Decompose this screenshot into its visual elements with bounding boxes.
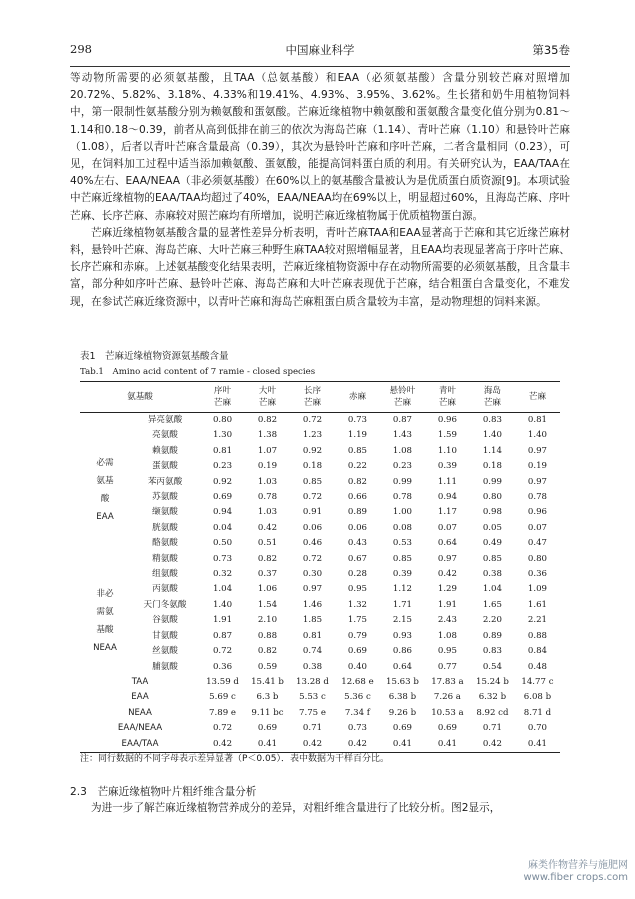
table-cell: 0.42: [302, 738, 323, 749]
table-cell: 2.15: [392, 615, 413, 626]
col-header-line: 芒麻: [438, 398, 457, 408]
table-cell: 1.03: [257, 507, 278, 518]
table-cell: 1.07: [257, 445, 278, 456]
table-row: [80, 505, 560, 520]
table-cell: 0.38: [302, 661, 323, 672]
table-cell: 0.18: [482, 461, 502, 472]
table-cell: 6.3 b: [256, 692, 279, 703]
table-cell: 15.41 b: [251, 676, 284, 687]
table-cell: 0.07: [437, 522, 457, 533]
table-cell: 1.11: [437, 476, 457, 487]
table-cell: 13.59 d: [206, 676, 239, 687]
table-cell: 0.72: [212, 646, 233, 657]
row-label: 亮氨酸: [152, 430, 178, 441]
col-header-line: 大叶: [258, 386, 277, 396]
table-cell: 7.89 e: [209, 707, 236, 718]
table-cell: 0.83: [482, 415, 502, 425]
col-header: [245, 382, 290, 413]
watermark-line-2: www.fiber crops.com: [523, 872, 628, 883]
table-cell: 10.53 a: [431, 707, 464, 718]
table-cell: 0.41: [527, 738, 548, 749]
table-row: [80, 675, 560, 690]
table-cell: 13.28 d: [296, 676, 329, 687]
col-header: [380, 382, 425, 413]
group-label-line: 氨基: [96, 476, 114, 487]
volume-label: 第35卷: [532, 43, 570, 57]
table-cell: 1.85: [302, 615, 323, 626]
table-cell: 0.39: [437, 461, 457, 472]
table-cell: 0.46: [302, 538, 323, 549]
table-row: [80, 613, 560, 628]
col-header: [515, 382, 560, 413]
row-label: 苯丙氨酸: [147, 476, 183, 487]
table-cell: 6.38 b: [388, 692, 417, 703]
table-cell: 0.78: [392, 492, 413, 503]
table-cell: 7.75 e: [299, 707, 326, 718]
table-cell: 0.96: [527, 507, 548, 518]
table-cell: 1.12: [392, 584, 413, 595]
table-row: [80, 536, 560, 551]
row-label: 赖氨酸: [152, 445, 178, 456]
table-cell: 7.34 f: [344, 707, 370, 718]
table-cell: 0.88: [257, 630, 278, 641]
table-cell: 9.11 bc: [251, 707, 284, 718]
table-cell: 1.14: [482, 445, 502, 456]
group-label-line: EAA: [96, 512, 114, 523]
table-cell: 0.74: [302, 646, 323, 657]
group-label-neaa: [80, 567, 130, 675]
watermark-line-1: 麻类作物营养与施肥网: [528, 860, 628, 871]
row-label: 酪氨酸: [152, 538, 178, 549]
table-cell: 0.04: [212, 522, 233, 533]
table-cell: 6.32 b: [478, 692, 507, 703]
table-row: [80, 490, 560, 505]
table-cell: 0.51: [257, 538, 278, 549]
table-cell: 0.53: [392, 538, 413, 549]
table-cell: 1.19: [347, 430, 368, 441]
table-cell: 0.73: [347, 415, 368, 425]
table-cell: 0.94: [437, 492, 457, 503]
corner-header: 氨基酸: [127, 392, 153, 402]
table-cell: 0.07: [527, 522, 548, 533]
table-cell: 0.88: [527, 630, 548, 641]
table-cell: 8.71 d: [523, 707, 552, 718]
table-header-row: [80, 382, 560, 413]
col-header-line: 芒麻: [483, 398, 502, 408]
table-cell: 15.63 b: [386, 676, 419, 687]
table-cell: 1.91: [437, 599, 457, 610]
table-cell: 14.77 c: [521, 676, 554, 687]
table-cell: 1.46: [302, 599, 323, 610]
col-header: [335, 382, 380, 413]
table-cell: 0.85: [302, 476, 323, 487]
table-note: 注：同行数据的不同字母表示差异显著（P＜0.05）．表中数据为干样百分比。: [80, 754, 389, 764]
table-row: [80, 598, 560, 613]
col-header-line: 序叶: [213, 386, 232, 396]
table-cell: 0.82: [257, 553, 278, 564]
col-header: [290, 382, 335, 413]
table-cell: 0.64: [437, 538, 457, 549]
table-cell: 0.69: [212, 492, 233, 503]
table-cell: 0.73: [212, 553, 233, 564]
header-rule: [70, 66, 570, 67]
table-cell: 0.48: [527, 661, 548, 672]
paragraph-2: 芒麻近缘植物氨基酸含量的显著性差异分析表明，青叶芒麻TAA和EAA显著高于芒麻和其它近缘芒麻材料，悬铃叶芒麻、海岛芒麻、大叶芒麻三种野生麻TAA较对照增幅显著，且EAA均表现显著高于序叶芒麻、长序芒麻和赤麻。上述氨基酸变化结果表明，芒麻近缘植物资源中存在动物所需要的必须氨基酸，且含量丰富，部分种如序叶芒麻、悬铃叶芒麻、海岛芒麻和大叶芒麻表现优于芒麻，结合粗蛋白含量变化，不难发现，在参试芒麻近缘资源中，以青叶芒麻和海岛芒麻粗蛋白质含量较为丰富，是动物理想的饲料来源。: [70, 226, 570, 308]
row-label: 谷氨酸: [152, 615, 178, 626]
table-cell: 0.42: [347, 738, 368, 749]
table-row: [80, 660, 560, 675]
table-cell: 0.77: [437, 661, 457, 672]
table-cell: 5.36 c: [344, 692, 371, 703]
table-cell: 1.30: [212, 430, 233, 441]
row-label: 天门冬氨酸: [143, 599, 187, 610]
group-label-eaa: [80, 413, 130, 568]
col-header-line: 芒麻: [213, 398, 232, 408]
table-cell: 1.65: [482, 599, 502, 610]
table-cell: 0.43: [347, 538, 368, 549]
table-cell: 0.94: [212, 507, 233, 518]
journal-title: 中国麻业科学: [285, 43, 355, 57]
col-header-line: 芒麻: [528, 392, 547, 402]
table-cell: 0.71: [482, 723, 502, 734]
table-cell: 6.08 b: [523, 692, 552, 703]
table-cell: 0.41: [437, 738, 457, 749]
table-row: [80, 567, 560, 582]
table-cell: 0.87: [392, 415, 413, 425]
table-cell: 0.23: [392, 461, 413, 472]
col-header-line: 青叶: [438, 386, 457, 396]
table-cell: 1.43: [392, 430, 413, 441]
table-cell: 0.72: [302, 553, 323, 564]
table-cell: 9.26 b: [388, 707, 417, 718]
table-cell: 0.87: [212, 630, 233, 641]
table-cell: 1.17: [437, 507, 457, 518]
table-cell: 1.04: [212, 584, 233, 595]
group-label-line: 基酸: [96, 624, 114, 635]
table-cell: 0.69: [347, 646, 368, 657]
table-cell: 2.21: [527, 615, 548, 626]
col-header-line: 芒麻: [258, 398, 277, 408]
table-cell: 1.38: [257, 430, 278, 441]
table-cell: 0.41: [257, 738, 278, 749]
table-row: [80, 644, 560, 659]
table-cell: 0.97: [437, 553, 457, 564]
table-cell: 1.40: [212, 599, 233, 610]
table-cell: 7.26 a: [433, 692, 461, 703]
table-cell: 0.28: [347, 569, 368, 580]
table-row: [80, 444, 560, 459]
table-cell: 0.41: [392, 738, 413, 749]
amino-acid-table: [80, 381, 560, 753]
page-header: [70, 42, 570, 62]
table-cell: 0.39: [392, 569, 413, 580]
table-cell: 5.53 c: [299, 692, 326, 703]
table-body: [80, 413, 560, 753]
table-cell: 1.59: [437, 430, 457, 441]
table-cell: 0.47: [527, 538, 548, 549]
watermark: [500, 860, 628, 884]
table-cell: 0.08: [392, 522, 413, 533]
table-cell: 1.29: [437, 584, 457, 595]
table-cell: 0.36: [212, 661, 233, 672]
table-cell: 0.91: [302, 507, 323, 518]
table-cell: 2.10: [257, 615, 278, 626]
table-cell: 1.75: [347, 615, 368, 626]
table-cell: 0.42: [437, 569, 457, 580]
table-cell: 1.61: [527, 599, 548, 610]
table-cell: 0.23: [212, 461, 233, 472]
table-cell: 0.38: [482, 569, 502, 580]
table-cell: 0.49: [482, 538, 502, 549]
group-label-line: 酸: [100, 494, 110, 505]
col-header-line: 赤麻: [348, 392, 367, 402]
table-cell: 0.54: [482, 661, 502, 672]
table-cell: 0.30: [302, 569, 323, 580]
row-label: 丙氨酸: [152, 584, 178, 595]
table-caption-cn: 表1 芒麻近缘植物资源氨基酸含量: [80, 351, 229, 362]
table-cell: 0.80: [212, 415, 233, 425]
table-cell: 0.85: [482, 553, 502, 564]
table-cell: 1.54: [257, 599, 278, 610]
group-label-line: 非必: [96, 588, 114, 599]
table-cell: 0.37: [257, 569, 278, 580]
table-cell: 1.91: [212, 615, 233, 626]
table-cell: 1.08: [392, 445, 413, 456]
table-cell: 0.79: [347, 630, 368, 641]
row-label: 精氨酸: [152, 553, 178, 564]
table-cell: 0.86: [392, 646, 413, 657]
section-heading: 2.3 芒麻近缘植物叶片粗纤维含量分析: [70, 786, 257, 798]
row-label: 蛋氨酸: [152, 461, 178, 472]
table-row: [80, 428, 560, 443]
table-cell: 0.82: [257, 646, 278, 657]
table-cell: 0.80: [527, 553, 548, 564]
table-cell: 15.24 b: [475, 676, 509, 687]
row-label: 胱氨酸: [152, 522, 178, 533]
table-cell: 0.18: [302, 461, 323, 472]
row-label: EAA/TAA: [121, 738, 159, 749]
body-text-top: [70, 70, 570, 311]
table-cell: 0.99: [482, 476, 502, 487]
table-cell: 17.83 a: [431, 676, 464, 687]
paragraph-3: 为进一步了解芒麻近缘植物营养成分的差异，对粗纤维含量进行了比较分析。图2显示，: [91, 802, 501, 814]
table-cell: 0.22: [347, 461, 368, 472]
col-header-line: 芒麻: [393, 398, 412, 408]
row-label: 异亮氨酸: [147, 415, 183, 425]
table-cell: 0.95: [347, 584, 368, 595]
table-cell: 0.32: [212, 569, 233, 580]
group-label-line: 需氨: [96, 606, 114, 617]
col-header-line: 海岛: [483, 386, 502, 396]
table-cell: 1.23: [302, 430, 323, 441]
table-cell: 1.40: [482, 430, 502, 441]
table-row: [80, 629, 560, 644]
table-row: [80, 721, 560, 736]
table-cell: 1.00: [392, 507, 413, 518]
row-label: 甘氨酸: [152, 630, 178, 641]
table-cell: 0.19: [257, 461, 278, 472]
table-cell: 0.69: [257, 723, 278, 734]
table-cell: 0.71: [302, 723, 323, 734]
table-cell: 0.72: [212, 723, 233, 734]
table-cell: 0.97: [527, 445, 548, 456]
col-header: [200, 382, 245, 413]
table-cell: 0.81: [527, 415, 548, 425]
table-cell: 0.89: [347, 507, 368, 518]
table-cell: 0.98: [482, 507, 502, 518]
table-cell: 0.19: [527, 461, 548, 472]
table-cell: 0.95: [437, 646, 457, 657]
table-cell: 0.42: [257, 522, 278, 533]
table-cell: 0.64: [392, 661, 413, 672]
table-cell: 0.93: [392, 630, 413, 641]
table-row: [80, 706, 560, 721]
table-cell: 0.05: [482, 522, 502, 533]
group-label-line: NEAA: [93, 642, 117, 653]
table-caption-en: Tab.1 Amino acid content of 7 ramie - closed species: [80, 367, 316, 377]
table-cell: 0.85: [392, 553, 413, 564]
group-label-line: 必需: [96, 458, 114, 469]
table-cell: 0.82: [347, 476, 368, 487]
table-cell: 1.40: [527, 430, 548, 441]
row-label: TAA: [131, 676, 149, 687]
col-header-line: 长序: [303, 386, 322, 396]
table-cell: 1.04: [482, 584, 502, 595]
table-cell: 0.50: [212, 538, 233, 549]
table-cell: 0.81: [212, 445, 233, 456]
table-cell: 1.71: [392, 599, 413, 610]
table-cell: 0.80: [482, 492, 502, 503]
table-cell: 0.96: [437, 415, 457, 425]
table-cell: 0.70: [527, 723, 548, 734]
row-label: 缬氨酸: [152, 507, 178, 518]
table-cell: 0.83: [482, 646, 502, 657]
row-label: 苏氨酸: [152, 492, 178, 503]
table-cell: 0.42: [482, 738, 502, 749]
table-cell: 0.97: [527, 476, 548, 487]
table-cell: 0.92: [302, 445, 323, 456]
table-row: [80, 582, 560, 597]
table-cell: 0.06: [347, 522, 368, 533]
table-cell: 0.78: [257, 492, 278, 503]
table-cell: 0.78: [527, 492, 548, 503]
col-header-line: 芒麻: [303, 398, 322, 408]
row-label: 丝氨酸: [152, 646, 178, 657]
row-label: 组氨酸: [152, 569, 178, 580]
table-cell: 0.89: [482, 630, 502, 641]
table-cell: 0.84: [527, 646, 548, 657]
col-header: [425, 382, 470, 413]
table-cell: 0.59: [257, 661, 278, 672]
table-cell: 1.10: [437, 445, 457, 456]
table-row: [80, 521, 560, 536]
table-cell: 0.67: [347, 553, 368, 564]
col-header-line: 悬铃叶: [389, 386, 416, 396]
table-cell: 1.09: [527, 584, 548, 595]
paragraph-1: 等动物所需要的必须氨基酸，且TAA（总氨基酸）和EAA（必须氨基酸）含量分别较芒麻对照增加20.72%、5.82%、3.18%、4.33%和19.41%、4.93%、3.95%、3.62%。生长猪和奶牛用植物饲料中，第一限制性氨基酸分别为赖氨酸和蛋氨酸。芒麻近缘植物中赖氨酸和蛋氨酸含量变化值分别为0.81～1.14和0.18～0.39，前者从高到低排在前三的依次为海岛芒麻（1.14）、青叶芒麻（1.10）和悬铃叶芒麻（1.08），后者以青叶芒麻含量最高（0.39），其次为悬铃叶芒麻和序叶芒麻，二者含量相同（0.23），可见，在饲料加工过程中适当添加赖氨酸、蛋氨酸，能提高饲料蛋白质的利用。有关研究认为，EAA/TAA在40%左右、EAA/NEAA（非必须氨基酸）在60%以上的氨基酸含量被认为是优质蛋白质资源[9]。本项试验中芒麻近缘植物的EAA/TAA均超过了40%，EAA/NEAA均在69%以上，明显超过60%，且海岛芒麻、序叶芒麻、长序芒麻、赤麻较对照芒麻均有所增加，说明芒麻近缘植物属于优质植物蛋白源。: [70, 72, 570, 222]
table-cell: 2.20: [482, 615, 502, 626]
row-label: 脯氨酸: [152, 661, 178, 672]
table-cell: 0.42: [212, 738, 233, 749]
table-cell: 0.97: [302, 584, 323, 595]
table-cell: 1.32: [347, 599, 368, 610]
table-cell: 0.72: [302, 492, 323, 503]
col-header: [470, 382, 515, 413]
table-cell: 0.85: [347, 445, 368, 456]
body-text-bottom: [70, 800, 570, 817]
table-row: [80, 413, 560, 429]
table-cell: 2.43: [437, 615, 457, 626]
row-label: EAA: [131, 692, 149, 703]
table-cell: 0.69: [437, 723, 457, 734]
table-cell: 8.92 cd: [476, 707, 509, 718]
table-cell: 1.03: [257, 476, 278, 487]
table-cell: 0.72: [302, 415, 323, 425]
row-label: EAA/NEAA: [117, 723, 163, 734]
table-cell: 0.69: [392, 723, 413, 734]
table-cell: 12.68 e: [341, 676, 374, 687]
table-cell: 0.40: [347, 661, 368, 672]
table-cell: 0.82: [257, 415, 278, 425]
table-cell: 0.92: [212, 476, 233, 487]
table-row: [80, 690, 560, 705]
table-cell: 1.06: [257, 584, 278, 595]
table-cell: 0.36: [527, 569, 548, 580]
table-row: [80, 459, 560, 474]
table-cell: 0.06: [302, 522, 323, 533]
table-cell: 0.66: [347, 492, 368, 503]
table-cell: 0.81: [302, 630, 323, 641]
table-row: [80, 475, 560, 490]
page-number: 298: [70, 42, 92, 56]
table-cell: 5.69 c: [209, 692, 236, 703]
table-cell: 0.73: [347, 723, 368, 734]
row-label: NEAA: [128, 707, 152, 718]
table-cell: 1.08: [437, 630, 457, 641]
table-cell: 0.99: [392, 476, 413, 487]
table-row: [80, 552, 560, 567]
